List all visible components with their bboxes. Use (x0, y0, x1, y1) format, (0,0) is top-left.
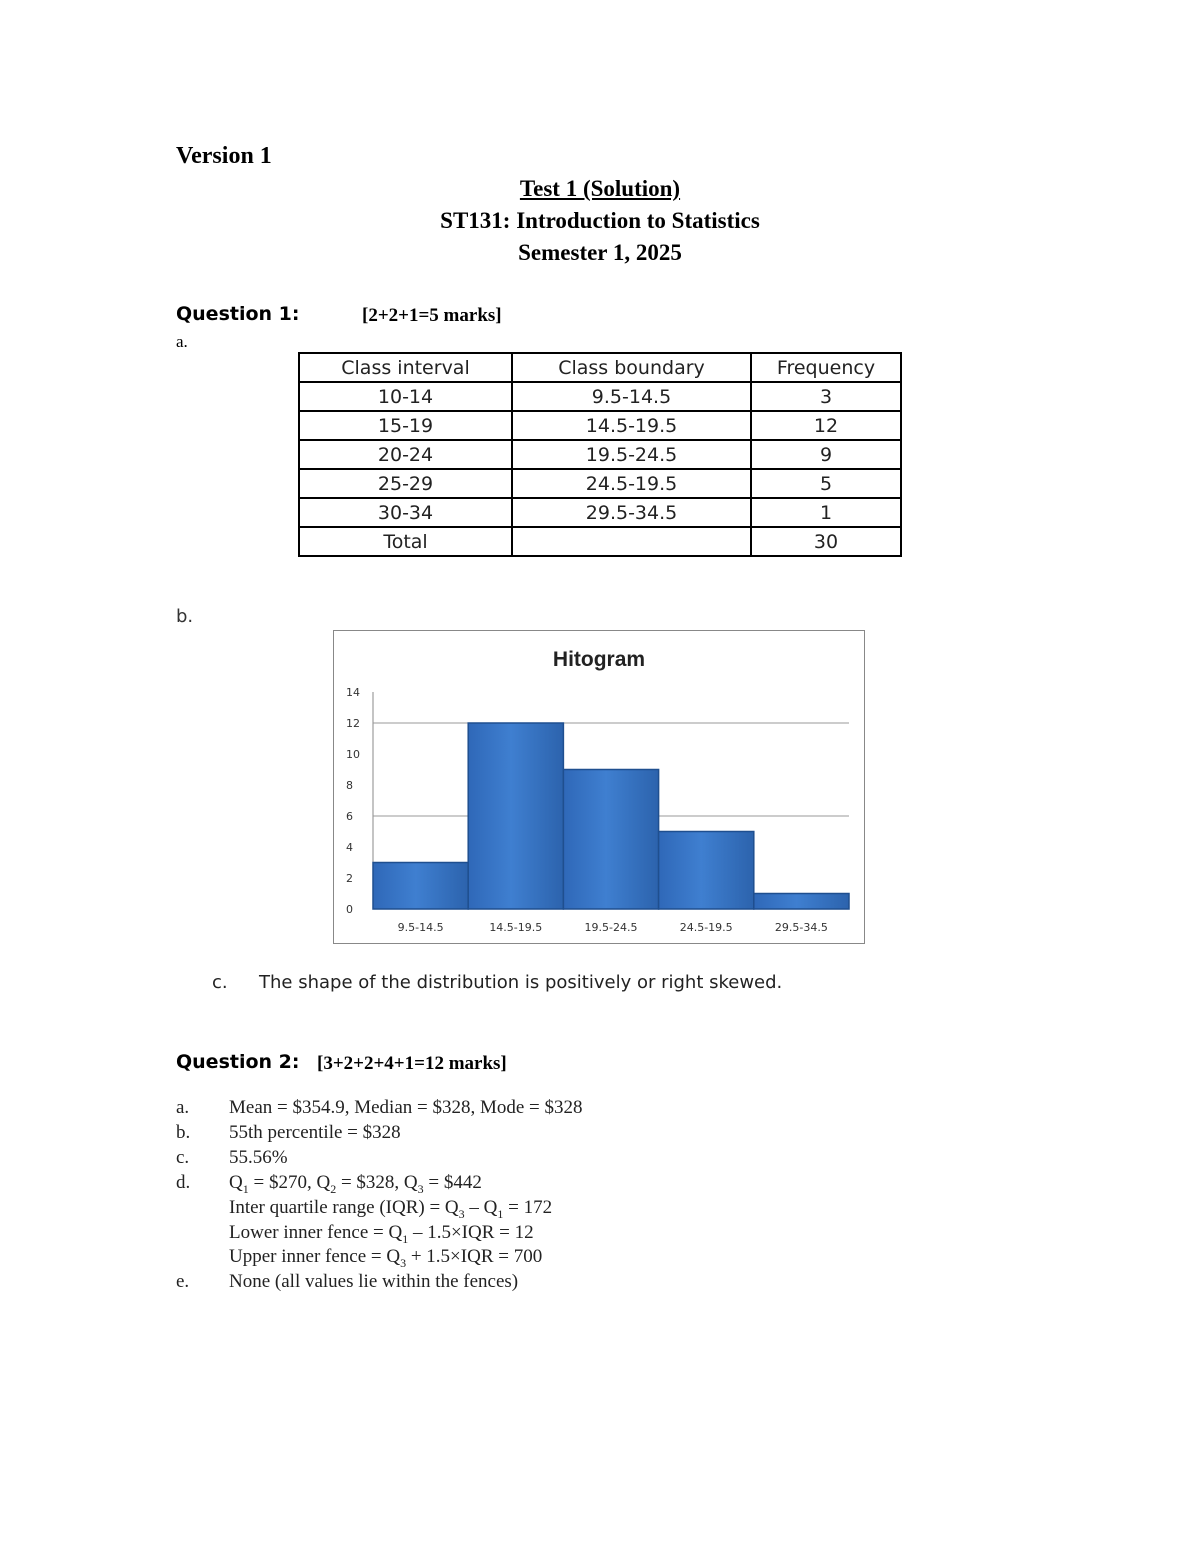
table-row (299, 440, 901, 469)
table-cell: 24.5-19.5 (512, 469, 751, 498)
answer-b-text: 55th percentile = $328 (229, 1122, 401, 1143)
table-cell: 12 (751, 411, 901, 440)
table-header-row (299, 353, 901, 382)
test-title: Test 1 (Solution) (519, 176, 681, 201)
table-cell: 1 (751, 498, 901, 527)
part-c-label: c. (212, 972, 228, 993)
lower-fence-sub: 1 (402, 1231, 409, 1246)
answer-c-text: 55.56% (229, 1147, 288, 1168)
iqr-sub3: 3 (458, 1206, 465, 1221)
course-title: ST131: Introduction to Statistics (440, 208, 760, 233)
part-a-label: a. (176, 332, 188, 351)
iqr-result: = 172 (503, 1197, 553, 1218)
answer-d-upper-fence (229, 1246, 542, 1271)
chart-title: Hitogram (552, 648, 646, 671)
table-cell: 15-19 (299, 411, 512, 440)
y-tick-label: 4 (346, 841, 353, 854)
lower-fence-prefix: Lower inner fence = Q (229, 1222, 403, 1243)
table-cell: 9 (751, 440, 901, 469)
column-header: Class interval (299, 353, 512, 382)
x-tick-label: 29.5-34.5 (774, 921, 828, 934)
upper-fence-prefix: Upper inner fence = Q (229, 1246, 401, 1267)
semester-title: Semester 1, 2025 (518, 240, 682, 265)
column-header: Class boundary (512, 353, 751, 382)
table-cell: 20-24 (299, 440, 512, 469)
x-tick-label: 9.5-14.5 (397, 921, 444, 934)
table-cell: 30-34 (299, 498, 512, 527)
upper-fence-result: + 1.5×IQR = 700 (406, 1246, 543, 1267)
answer-a-text: Mean = $354.9, Median = $328, Mode = $328 (229, 1097, 583, 1118)
question-2-heading: Question 2: (176, 1051, 300, 1073)
x-tick-label: 14.5-19.5 (489, 921, 543, 934)
table-cell: 9.5-14.5 (512, 382, 751, 411)
answer-a-label: a. (176, 1097, 190, 1118)
histogram-chart (334, 631, 864, 943)
y-tick-label: 2 (346, 872, 353, 885)
y-tick-label: 6 (346, 810, 353, 823)
table-row (299, 382, 901, 411)
y-tick-label: 0 (346, 903, 353, 916)
part-c-text: The shape of the distribution is positively or right skewed. (259, 972, 783, 993)
x-tick-label: 24.5-19.5 (679, 921, 733, 934)
q3-value: = $442 (423, 1172, 482, 1193)
histogram-bar (754, 894, 849, 910)
table-cell: 14.5-19.5 (512, 411, 751, 440)
answer-d-lower-fence (229, 1222, 534, 1247)
histogram-chart-frame (333, 630, 865, 944)
table-cell: 5 (751, 469, 901, 498)
table-cell: 19.5-24.5 (512, 440, 751, 469)
table-cell (512, 527, 751, 556)
question-1-marks: [2+2+1=5 marks] (362, 305, 502, 326)
histogram-bar (659, 832, 754, 910)
iqr-middle: – Q (464, 1197, 498, 1218)
answer-d-label: d. (176, 1172, 191, 1193)
q2-symbol: Q (316, 1172, 331, 1193)
q1-subscript: 1 (242, 1181, 249, 1196)
table-cell: 30 (751, 527, 901, 556)
x-tick-label: 19.5-24.5 (584, 921, 638, 934)
q2-subscript: 2 (330, 1181, 337, 1196)
answer-c-label: c. (176, 1147, 190, 1168)
upper-fence-sub: 3 (400, 1255, 407, 1270)
table-cell: 29.5-34.5 (512, 498, 751, 527)
lower-fence-result: – 1.5×IQR = 12 (408, 1222, 534, 1243)
histogram-bar (563, 770, 658, 910)
y-tick-label: 12 (346, 717, 360, 730)
table-row (299, 469, 901, 498)
table-cell: 10-14 (299, 382, 512, 411)
q3-subscript: 3 (417, 1181, 424, 1196)
version-label: Version 1 (176, 143, 272, 169)
answer-d-iqr (229, 1197, 552, 1222)
y-tick-label: 10 (346, 748, 360, 761)
q2-value: = $328, (336, 1172, 404, 1193)
q1-value: = $270, (248, 1172, 317, 1193)
question-2-marks: [3+2+2+4+1=12 marks] (317, 1053, 507, 1074)
part-b-label: b. (176, 606, 194, 627)
iqr-sub1: 1 (497, 1206, 504, 1221)
table-cell: 25-29 (299, 469, 512, 498)
histogram-bar (373, 863, 468, 910)
y-tick-label: 8 (346, 779, 353, 792)
frequency-table (298, 352, 902, 557)
question-1-heading: Question 1: (176, 303, 300, 325)
answer-b-label: b. (176, 1122, 191, 1143)
column-header: Frequency (751, 353, 901, 382)
answer-e-label: e. (176, 1271, 190, 1292)
q1-symbol: Q (229, 1172, 243, 1193)
q3-symbol: Q (403, 1172, 418, 1193)
table-cell: 3 (751, 382, 901, 411)
table-total-row (299, 527, 901, 556)
table-row (299, 411, 901, 440)
answer-e-text: None (all values lie within the fences) (229, 1271, 519, 1292)
table-cell: Total (299, 527, 512, 556)
table-row (299, 498, 901, 527)
iqr-prefix: Inter quartile range (IQR) = Q (229, 1197, 459, 1218)
answer-d-quartiles (229, 1172, 482, 1197)
histogram-bar (468, 723, 563, 909)
y-tick-label: 14 (346, 686, 360, 699)
